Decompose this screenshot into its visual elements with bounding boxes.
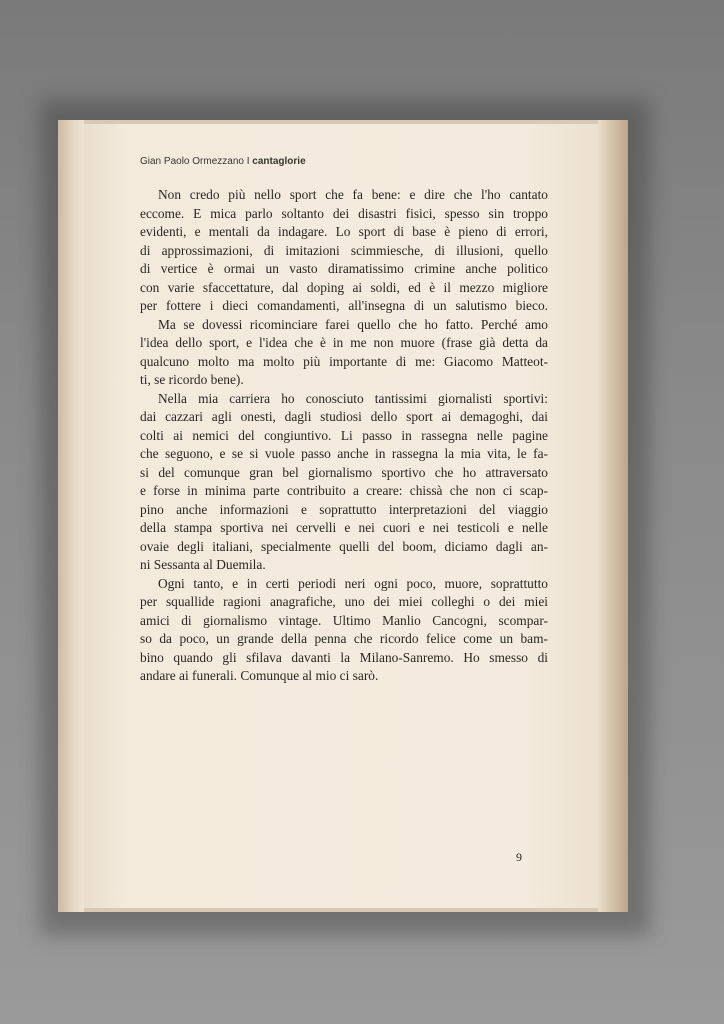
- page-edges: [598, 120, 628, 912]
- text-line: ti, se ricordo bene).: [140, 372, 244, 387]
- text-line: ni Sessanta al Duemila.: [140, 557, 266, 572]
- text-line: e forse in minima parte contribuito a creare: chissà che non ci scap-: [140, 483, 548, 498]
- text-line: di vertice è ormai un vasto diramatissimo crimine anche politico: [140, 261, 548, 276]
- text-line: l'idea dello sport, e l'idea che è in me non muore (frase già detta da: [140, 335, 548, 350]
- text-line: evidenti, e mentali da indagare. Lo sport di base è pieno di errori,: [140, 224, 548, 239]
- text-line: pino anche informazioni e soprattutto interpretazioni del viaggio: [140, 501, 548, 517]
- text-line: si del comunque gran bel giornalismo sportivo che ho attraversato: [140, 464, 548, 480]
- text-line: della stampa sportiva nei cervelli e nei cuori e nei testicoli e nelle: [140, 520, 548, 535]
- text-line: dai cazzari agli onesti, dagli studiosi dello sport ai demagoghi, dai: [140, 409, 548, 424]
- running-head-book-title: cantaglorie: [252, 156, 306, 167]
- text-line: che seguono, e se si vuole passo anche in rassegna la mia vita, le fa-: [140, 446, 548, 461]
- text-line: Non credo più nello sport che fa bene: e dire che l'ho cantato: [158, 187, 548, 202]
- text-line: so da poco, un grande della penna che ricordo felice come un bam-: [140, 631, 548, 646]
- text-line: andare ai funerali. Comunque al mio ci sarò.: [140, 668, 379, 683]
- page-number: 9: [516, 850, 522, 864]
- running-head-author: Gian Paolo Ormezzano: [140, 156, 244, 167]
- text-line: qualcuno molto ma molto più importante di me: Giacomo Matteot-: [140, 353, 548, 369]
- book-spine-edge: [58, 120, 84, 912]
- text-line: ovaie degli italiani, specialmente quelli del boom, diciamo dagli an-: [140, 538, 548, 554]
- running-head-separator: I: [246, 156, 250, 167]
- text-line: per squallide ragioni anagrafiche, uno dei miei colleghi o dei miei: [140, 594, 548, 609]
- text-line: con varie sfaccettature, dal doping ai soldi, ed è il mezzo migliore: [140, 279, 548, 295]
- text-line: amici di giornalismo vintage. Ultimo Manlio Cancogni, scompar-: [140, 612, 548, 628]
- text-line: Ogni tanto, e in certi periodi neri ogni poco, muore, soprattutto: [158, 575, 548, 591]
- text-line: Nella mia carriera ho conosciuto tantissimi giornalisti sportivi:: [158, 390, 548, 406]
- text-line: bino quando gli sfilava davanti la Milano-Sanremo. Ho smesso di: [140, 649, 548, 665]
- text-line: colti ai nemici del congiuntivo. Li passo in rassegna nelle pagine: [140, 427, 548, 443]
- text-line: per fottere i dieci comandamenti, all'insegna di un salutismo bieco.: [140, 298, 548, 313]
- text-line: di approssimazioni, di imitazioni scimmiesche, di illusioni, quello: [140, 242, 548, 258]
- text-line: eccome. E mica parlo soltanto dei disastri fisici, spesso sin troppo: [140, 205, 548, 221]
- text-line: Ma se dovessi ricominciare farei quello che ho fatto. Perché amo: [158, 316, 548, 332]
- running-head: [140, 156, 306, 167]
- body-text: [140, 186, 548, 686]
